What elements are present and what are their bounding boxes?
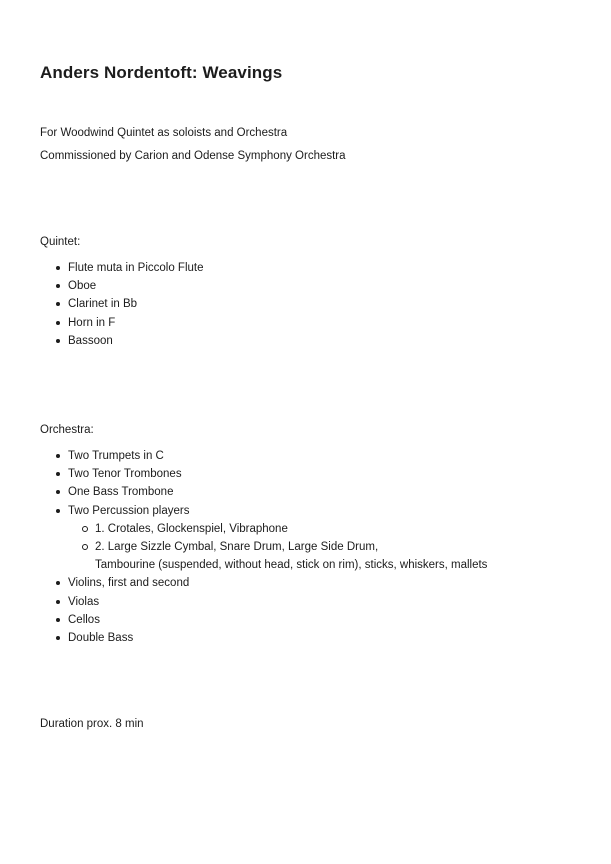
quintet-heading: Quintet: [40, 236, 81, 248]
subtitle-line-1: For Woodwind Quintet as soloists and Orchestra [40, 127, 288, 139]
list-item: Clarinet in Bb [40, 295, 571, 313]
orchestra-heading: Orchestra: [40, 424, 94, 437]
list-item: Bassoon [40, 332, 571, 350]
document-title: Anders Nordentoft: Weavings [40, 63, 283, 82]
subtitle-line-2: Commissioned by Carion and Odense Symphony Orchestra [40, 150, 346, 162]
list-item: Violas [40, 593, 571, 611]
list-item: Two Percussion players [40, 502, 571, 520]
list-item: Two Tenor Trombones [40, 465, 571, 483]
sublist-item: 1. Crotales, Glockenspiel, Vibraphone [40, 520, 571, 538]
duration-text: Duration prox. 8 min [40, 718, 144, 731]
list-item: Oboe [40, 277, 571, 295]
list-item: Two Trumpets in C [40, 447, 571, 465]
orchestra-list [40, 447, 571, 520]
sublist-item-line: Tambourine (suspended, without head, stick on rim), sticks, whiskers, mallets [95, 559, 488, 572]
sublist-item-line: 2. Large Sizzle Cymbal, Snare Drum, Large Side Drum, [95, 541, 379, 554]
list-item: Flute muta in Piccolo Flute [40, 259, 571, 277]
list-item: Cellos [40, 611, 571, 629]
list-item: Double Bass [40, 629, 571, 647]
list-item: One Bass Trombone [40, 483, 571, 501]
percussion-sublist [40, 520, 571, 575]
orchestra-list-continued [40, 574, 571, 647]
list-item: Horn in F [40, 314, 571, 332]
sublist-item [40, 538, 571, 574]
list-item: Violins, first and second [40, 574, 571, 592]
quintet-list [40, 259, 571, 350]
